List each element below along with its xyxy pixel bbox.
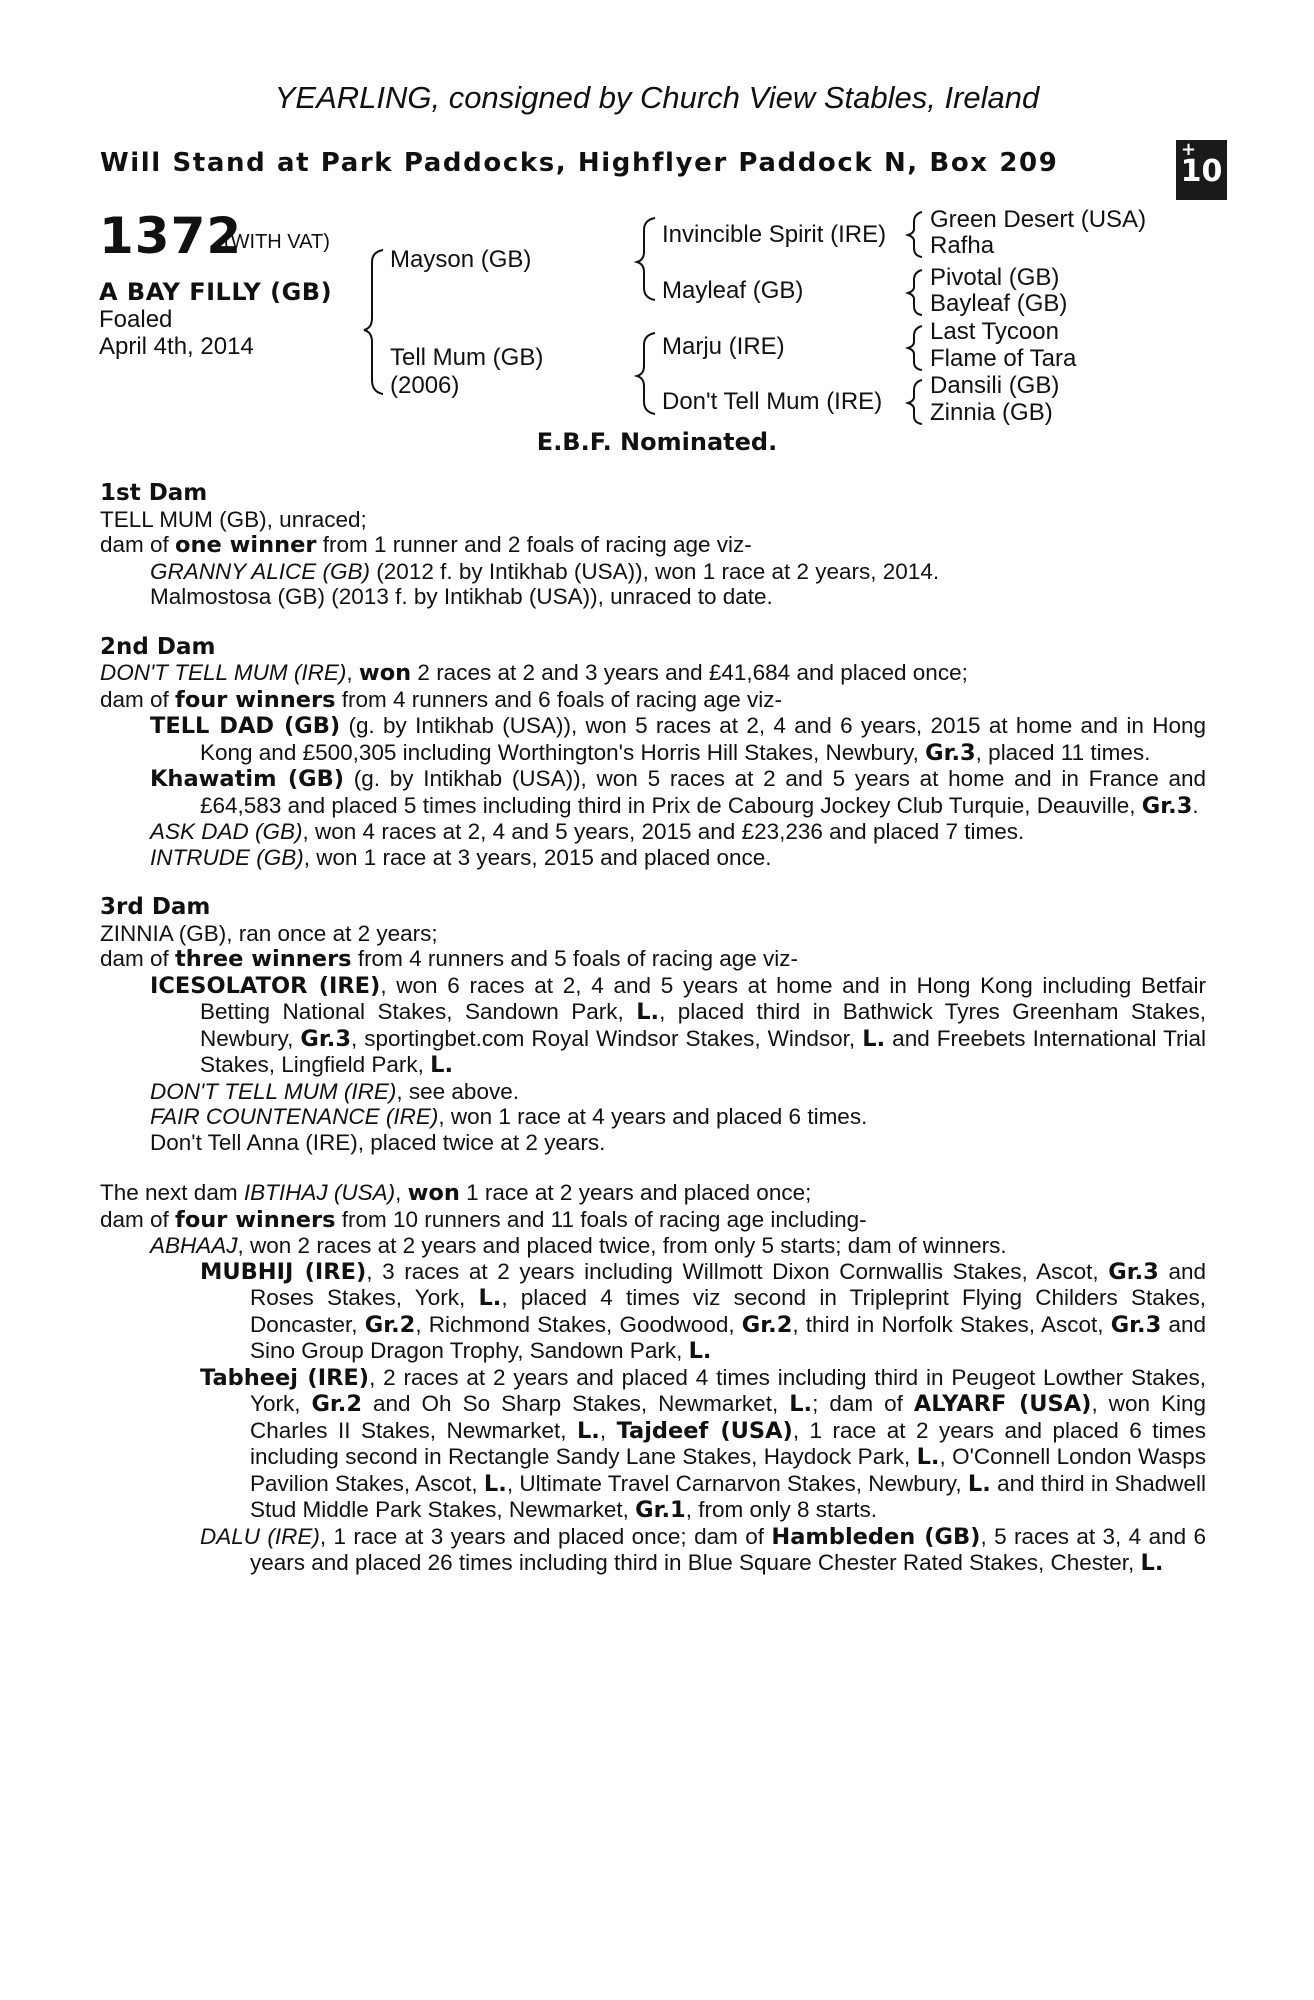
ped-g3-6: Flame of Tara bbox=[930, 345, 1077, 372]
ped-g3-1: Green Desert (USA) bbox=[930, 206, 1147, 233]
first-dam-foal-1: GRANNY ALICE (GB) (2012 f. by Intikhab (USA)), won 1 race at 2 years, 2014. bbox=[150, 558, 940, 584]
lot-number: 1372 bbox=[99, 207, 243, 265]
catalogue-body bbox=[100, 481, 1206, 1577]
ped-sire-sire: Invincible Spirit (IRE) bbox=[662, 221, 887, 248]
badge-number: 10 bbox=[1180, 154, 1223, 189]
next-dam-grandfoal-mubhij: MUBHIJ (IRE), 3 races at 2 years including Willmott Dixon Cornwallis Stakes, Ascot, Gr.3 and Roses Stakes, York, L., placed 4 times viz second in Tripleprint Flying Childers Stakes, Doncaster, Gr.2, Richmond Stakes, Goodwood, Gr.2, third in Norfolk Stakes, Ascot, Gr.3 and Sino Group Dragon Trophy, Sandown Park, L. bbox=[200, 1258, 1207, 1364]
ped-g3-5: Last Tycoon bbox=[930, 318, 1059, 345]
first-dam-foal-2: Malmostosa (GB) (2013 f. by Intikhab (USA)), unraced to date. bbox=[150, 584, 773, 609]
foaled-label: Foaled bbox=[99, 306, 173, 333]
brace-gen3-1 bbox=[908, 212, 922, 257]
second-dam-foal-2: Khawatim (GB) (g. by Intikhab (USA)), won 5 races at 2 and 5 years at home and in France and £64,583 and placed 5 times including third in Prix de Cabourg Jockey Club Turquie, Deauville, Gr.3. bbox=[150, 766, 1206, 819]
next-dam-section bbox=[100, 1180, 1206, 1577]
third-dam-section bbox=[100, 895, 1206, 1155]
first-dam-heading: 1st Dam bbox=[100, 480, 208, 506]
third-dam-heading: 3rd Dam bbox=[100, 894, 211, 920]
horse-description: A BAY FILLY (GB) bbox=[99, 278, 333, 306]
first-dam-section bbox=[100, 481, 1206, 610]
second-dam-line: DON'T TELL MUM (IRE), won 2 races at 2 and 3 years and £41,684 and placed once; bbox=[100, 660, 968, 686]
third-dam-foal-2: DON'T TELL MUM (IRE), see above. bbox=[150, 1078, 519, 1104]
first-dam-line: TELL MUM (GB), unraced; bbox=[100, 506, 367, 532]
brace-gen1 bbox=[364, 250, 383, 394]
brace-gen3-2 bbox=[908, 270, 922, 315]
ped-g3-4: Bayleaf (GB) bbox=[930, 290, 1068, 317]
second-dam-section bbox=[100, 635, 1206, 871]
second-dam-produce-line: dam of four winners from 4 runners and 6 foals of racing age viz- bbox=[100, 686, 783, 713]
ped-dam-year: (2006) bbox=[390, 372, 460, 399]
ped-g3-2: Rafha bbox=[930, 232, 995, 259]
foaled-date: April 4th, 2014 bbox=[99, 333, 254, 360]
ped-g3-8: Zinnia (GB) bbox=[930, 399, 1053, 426]
first-dam-produce-line: dam of one winner from 1 runner and 2 foals of racing age viz- bbox=[100, 532, 752, 558]
second-dam-foal-4: INTRUDE (GB), won 1 race at 3 years, 2015 and placed once. bbox=[150, 844, 772, 870]
ped-g3-7: Dansili (GB) bbox=[930, 372, 1060, 399]
brace-gen3-4 bbox=[908, 380, 922, 424]
ped-dam: Tell Mum (GB) bbox=[390, 344, 544, 371]
ped-g3-3: Pivotal (GB) bbox=[930, 264, 1060, 291]
ped-sire-dam: Mayleaf (GB) bbox=[662, 277, 804, 304]
next-dam-grandfoal-tabheej: Tabheej (IRE), 2 races at 2 years and placed 4 times including third in Peugeot Lowther Stakes, York, Gr.2 and Oh So Sharp Stakes, Newmarket, L.; dam of ALYARF (USA), won King Charles II Stakes, Newmarket, L., Tajdeef (USA), 1 race at 2 years and placed 6 times including second in Rectangle Sandy Lane Stakes, Haydock Park, L., O'Connell London Wasps Pavilion Stakes, Ascot, L., Ultimate Travel Carnarvon Stakes, Newbury, L. and third in Shadwell Stud Middle Park Stakes, Newmarket, Gr.1, from only 8 starts. bbox=[200, 1364, 1206, 1523]
ped-sire: Mayson (GB) bbox=[390, 246, 532, 273]
brace-gen2-sire bbox=[637, 218, 655, 300]
third-dam-foal-3: FAIR COUNTENANCE (IRE), won 1 race at 4 years and placed 6 times. bbox=[150, 1104, 868, 1129]
second-dam-foal-1: TELL DAD (GB) (g. by Intikhab (USA)), won 5 races at 2, 4 and 6 years, 2015 at home and in Hong Kong and £500,305 including Worthington's Horris Hill Stakes, Newbury, Gr.3, placed 11 times. bbox=[150, 713, 1206, 766]
third-dam-line: ZINNIA (GB), ran once at 2 years; bbox=[100, 920, 438, 946]
consignor-heading: YEARLING, consigned by Church View Stables, Ireland bbox=[274, 80, 1040, 115]
next-dam-foal-abhaaj: ABHAAJ, won 2 races at 2 years and placed twice, from only 5 starts; dam of winners. bbox=[150, 1233, 1007, 1258]
third-dam-foal-1: ICESOLATOR (IRE), won 6 races at 2, 4 and 5 years at home and in Hong Kong including Betfair Betting National Stakes, Sandown Park, L., placed third in Bathwick Tyres Greenham Stakes, Newbury, Gr.3, sportingbet.com Royal Windsor Stakes, Windsor, L. and Freebets International Trial Stakes, Lingfield Park, L. bbox=[150, 972, 1207, 1078]
location-line: Will Stand at Park Paddocks, Highflyer Paddock N, Box 209 bbox=[100, 148, 1059, 178]
ebf-note: E.B.F. Nominated. bbox=[536, 428, 778, 456]
second-dam-foal-3: ASK DAD (GB), won 4 races at 2, 4 and 5 years, 2015 and £23,236 and placed 7 times. bbox=[150, 819, 1025, 844]
next-dam-grandfoal-dalu: DALU (IRE), 1 race at 3 years and placed once; dam of Hambleden (GB), 5 races at 3, 4 and 6 years and placed 26 times including third in Blue Square Chester Rated Stakes, Chester, L. bbox=[200, 1523, 1207, 1576]
brace-gen3-3 bbox=[908, 326, 922, 370]
third-dam-foal-4: Don't Tell Anna (IRE), placed twice at 2 years. bbox=[150, 1129, 606, 1155]
next-dam-line: The next dam IBTIHAJ (USA), won 1 race at 2 years and placed once; bbox=[100, 1180, 812, 1206]
vat-note: (WITH VAT) bbox=[224, 231, 330, 253]
next-dam-produce-line: dam of four winners from 10 runners and 11 foals of racing age including- bbox=[100, 1206, 867, 1233]
badge-plus: + bbox=[1181, 139, 1197, 160]
third-dam-produce-line: dam of three winners from 4 runners and 5 foals of racing age viz- bbox=[100, 946, 799, 972]
ped-dam-sire: Marju (IRE) bbox=[662, 333, 785, 360]
second-dam-heading: 2nd Dam bbox=[100, 633, 216, 660]
ped-dam-dam: Don't Tell Mum (IRE) bbox=[662, 388, 883, 415]
brace-gen2-dam bbox=[637, 333, 655, 414]
